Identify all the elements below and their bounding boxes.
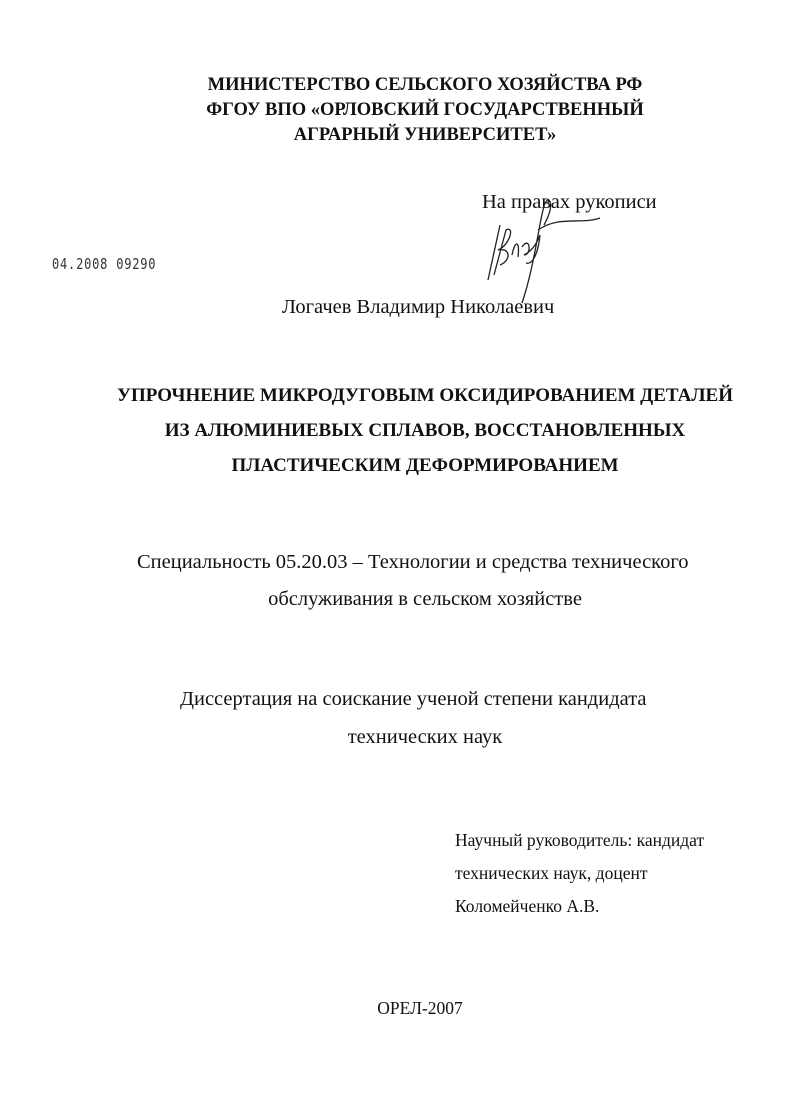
ministry-line: МИНИСТЕРСТВО СЕЛЬСКОГО ХОЗЯЙСТВА РФ — [207, 75, 643, 95]
title-line-3: ПЛАСТИЧЕСКИМ ДЕФОРМИРОВАНИЕМ — [231, 455, 619, 476]
city-year: ОРЕЛ-2007 — [377, 998, 463, 1018]
title-line-1: УПРОЧНЕНИЕ МИКРОДУГОВЫМ ОКСИДИРОВАНИЕМ ДЕТАЛЕЙ — [117, 385, 733, 406]
university-line-1: ФГОУ ВПО «ОРЛОВСКИЙ ГОСУДАРСТВЕННЫЙ — [206, 100, 644, 120]
supervisor-name: Коломейченко А.В. — [455, 896, 600, 916]
specialty-line-1: Специальность 05.20.03 – Технологии и средства технического — [137, 551, 689, 573]
archive-stamp: 04.2008 09290 — [52, 255, 157, 273]
signature — [460, 185, 610, 310]
degree-line-2: технических наук — [347, 726, 503, 748]
degree-line-1: Диссертация на соискание ученой степени кандидата — [180, 688, 647, 710]
title-line-2: ИЗ АЛЮМИНИЕВЫХ СПЛАВОВ, ВОССТАНОВЛЕННЫХ — [164, 420, 686, 441]
supervisor-line-1: Научный руководитель: кандидат — [455, 830, 705, 850]
manuscript-note: На правах рукописи — [482, 191, 657, 213]
supervisor-line-2: технических наук, доцент — [455, 863, 648, 883]
author-name: Логачев Владимир Николаевич — [282, 296, 555, 318]
university-line-2: АГРАРНЫЙ УНИВЕРСИТЕТ» — [293, 125, 557, 145]
specialty-line-2: обслуживания в сельском хозяйстве — [268, 588, 582, 610]
